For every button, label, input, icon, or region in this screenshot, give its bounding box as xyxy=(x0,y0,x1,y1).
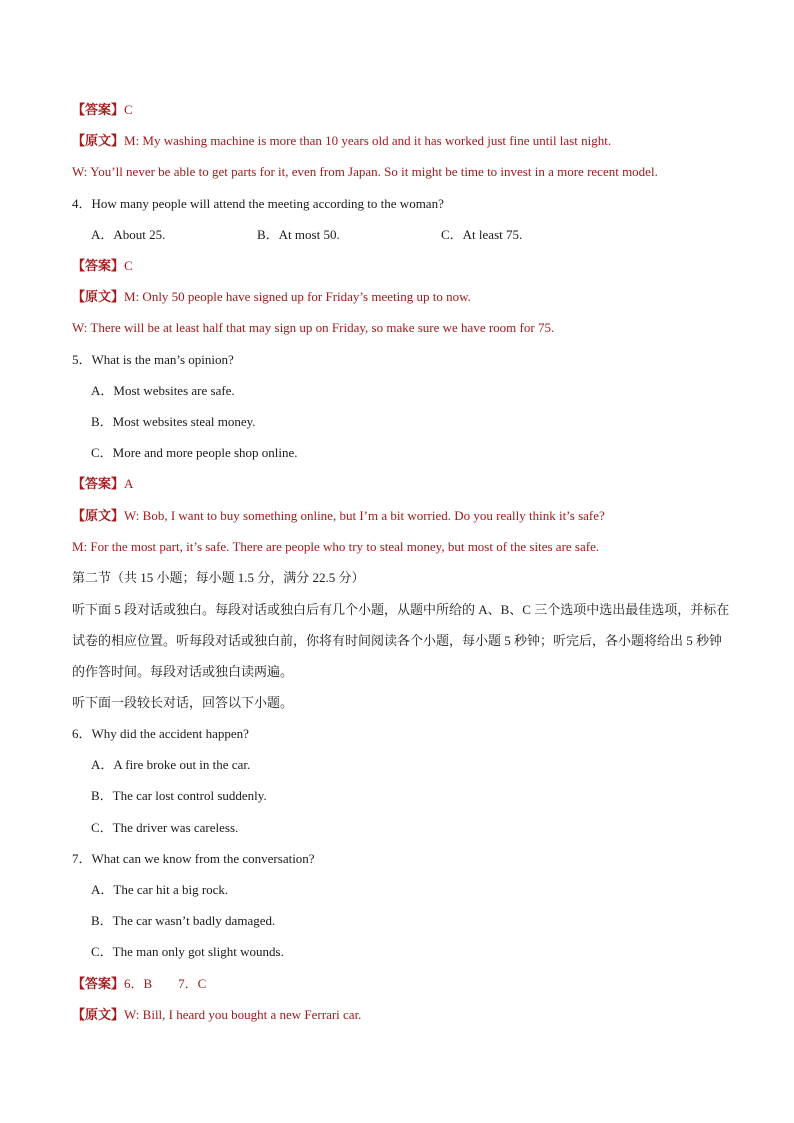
question-5: 5．What is the man’s opinion? xyxy=(72,352,234,367)
option-c: C．The driver was careless. xyxy=(91,820,239,835)
transcript-line: 【原文】M: My washing machine is more than 10 years old and it has worked just fine until last night. xyxy=(72,133,612,148)
transcript-line: W: You’ll never be able to get parts for it, even from Japan. So it might be time to invest in a more recent model. xyxy=(72,164,658,179)
option-a: A．About 25. xyxy=(91,227,166,242)
option-c: C．The man only got slight wounds. xyxy=(91,944,284,959)
option-b: B．The car lost control suddenly. xyxy=(91,788,267,803)
transcript-line: 【原文】W: Bill, I heard you bought a new Ferrari car. xyxy=(72,1007,362,1022)
option-a: A．Most websites are safe. xyxy=(91,383,235,398)
section-heading: 第二节（共 15 小题；每小题 1.5 分，满分 22.5 分） xyxy=(72,570,365,585)
transcript-tag: 【原文】 xyxy=(72,1007,125,1022)
transcript-tag: 【原文】 xyxy=(72,289,125,304)
option-a: A．A fire broke out in the car. xyxy=(91,757,251,772)
transcript-tag: 【原文】 xyxy=(72,508,125,523)
answer-tag: 【答案】 xyxy=(72,476,125,491)
transcript-line: 【原文】M: Only 50 people have signed up for Friday’s meeting up to now. xyxy=(72,289,471,304)
question-4: 4．How many people will attend the meeting according to the woman? xyxy=(72,196,444,211)
option-c: C．At least 75. xyxy=(441,227,523,242)
transcript-line: M: For the most part, it’s safe. There are people who try to steal money, but most of the sites are safe. xyxy=(72,539,600,554)
option-c: C．More and more people shop online. xyxy=(91,445,298,460)
answer-line: 【答案】C xyxy=(72,102,133,117)
option-a: A．The car hit a big rock. xyxy=(91,882,229,897)
answer-tag: 【答案】 xyxy=(72,258,125,273)
answer-line: 【答案】C xyxy=(72,258,133,273)
question-7: 7．What can we know from the conversation? xyxy=(72,851,315,866)
option-b: B．Most websites steal money. xyxy=(91,414,256,429)
option-b: B．The car wasn’t badly damaged. xyxy=(91,913,276,928)
dialogue-instruction: 听下面一段较长对话，回答以下小题。 xyxy=(72,695,294,710)
answer-line: 【答案】6．B 7．C xyxy=(72,976,207,991)
answer-line: 【答案】A xyxy=(72,476,134,491)
section-instructions: 听下面 5 段对话或独白。每段对话或独白后有几个小题，从题中所给的 A、B、C 三个选项中选出最佳选项，并标在试卷的相应位置。听每段对话或独白前，你将有时间阅读各个小题，每小题 5 秒钟；听完后，各小题将给出 5 秒钟的作答时间。每段对话或独白读两遍。 xyxy=(72,602,730,679)
question-6: 6．Why did the accident happen? xyxy=(72,726,249,741)
answer-tag: 【答案】 xyxy=(72,102,125,117)
question-4-options xyxy=(91,226,751,244)
option-b: B．At most 50. xyxy=(257,227,340,242)
answer-tag: 【答案】 xyxy=(72,976,125,991)
transcript-tag: 【原文】 xyxy=(72,133,125,148)
transcript-line: 【原文】W: Bob, I want to buy something online, but I’m a bit worried. Do you really think it’s safe? xyxy=(72,508,605,523)
transcript-line: W: There will be at least half that may sign up on Friday, so make sure we have room for 75. xyxy=(72,320,555,335)
